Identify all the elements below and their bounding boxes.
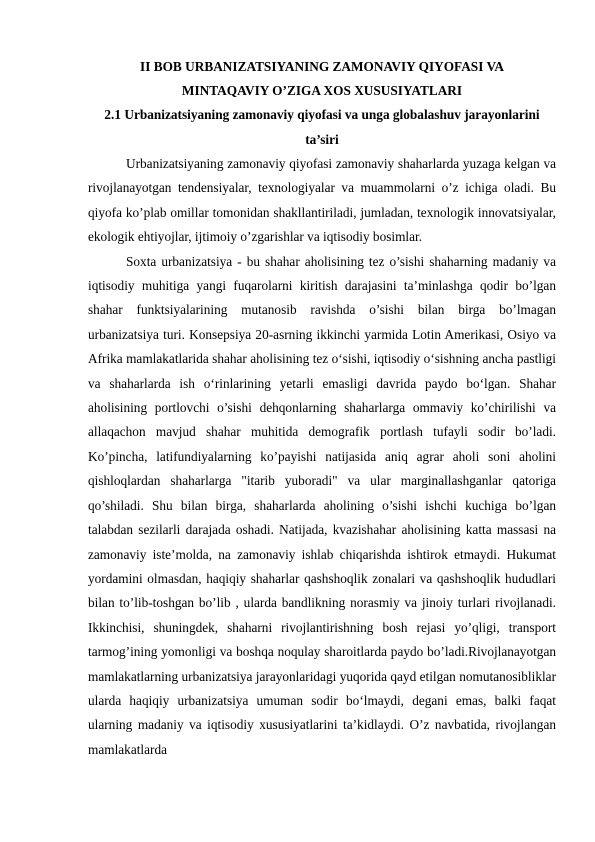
section-title bbox=[88, 103, 556, 152]
chapter-title-line-2: MINTAQAVIY O’ZIGA XOS XUSUSIYATLARI bbox=[181, 83, 463, 98]
paragraph-2: Soxta urbanizatsiya - bu shahar aholisining tez o’sishi shaharning madaniy va iqtisodiy muhitiga yangi fuqarolarni kiritish darajasini ta’minlashga qodir bo’lgan shahar funktsiyalarining mutanosib ravishda o’sishi bilan birga bo’lmagan urbanizatsiya turi. Konsepsiya 20-asrning ikkinchi yarmida Lotin Amerikasi, Osiyo va Afrika mamlakatlarida shahar aholisining tez o‘sishi, iqtisodiy o‘sishning ancha pastligi va shaharlarda ish o‘rinlarining yetarli emasligi davrida paydo bo‘lgan. Shahar aholisining portlovchi o’sishi dehqonlarning shaharlarga ommaviy ko’chirilishi va allaqachon mavjud shahar muhitida demografik portlash tufayli sodir bo’ladi. Ko’pincha, latifundiyalarning ko’payishi natijasida aniq agrar aholi soni aholini qishloqlardan shaharlarga "itarib yuboradi" va ular marginallashganlar qatoriga qo’shiladi. Shu bilan birga, shaharlarda aholining o’sishi ishchi kuchiga bo’lgan talabdan sezilarli darajada oshadi. Natijada, kvazishahar aholisining katta massasi na zamonaviy iste’molda, na zamonaviy ishlab chiqarishda ishtirok etmaydi. Hukumat yordamini olmasdan, haqiqiy shaharlar qashshoqlik zonalari va qashshoqlik hududlari bilan to’lib-toshgan bo’lib , ularda bandlikning norasmiy va jinoiy turlari rivojlanadi. Ikkinchisi, shuningdek, shaharni rivojlantirishning bosh rejasi yo’qligi, transport tarmog’ining yomonligi va boshqa noqulay sharoitlarda paydo bo’ladi.Rivojlanayotgan mamlakatlarning urbanizatsiya jarayonlaridagi yuqorida qayd etilgan nomutanosibliklar ularda haqiqiy urbanizatsiya umuman sodir bo‘lmaydi, degani emas, balki faqat ularning madaniy va iqtisodiy xususiyatlarini ta’kidlaydi. O’z navbatida, rivojlangan mamlakatlarda bbox=[88, 253, 556, 757]
paragraph-1: Urbanizatsiyaning zamonaviy qiyofasi zamonaviy shaharlarda yuzaga kelgan va rivojlanayotgan tendensiyalar, texnologiyalar va muammolarni o’z ichiga oladi. Bu qiyofa ko’plab omillar tomonidan shakllantiriladi, jumladan, texnologik innovatsiyalar, ekologik ehtiyojlar, ijtimoiy o’zgarishlar va iqtisodiy bosimlar. bbox=[88, 156, 556, 245]
chapter-title bbox=[88, 55, 556, 103]
document-page bbox=[88, 55, 556, 762]
section-title-line-1: 2.1 Urbanizatsiyaning zamonaviy qiyofasi va unga globalashuv jarayonlarini bbox=[104, 107, 540, 122]
chapter-title-line-1: II BOB URBANIZATSIYANING ZAMONAVIY QIYOFASI VA bbox=[140, 59, 504, 74]
section-title-line-2: ta’siri bbox=[305, 131, 339, 147]
